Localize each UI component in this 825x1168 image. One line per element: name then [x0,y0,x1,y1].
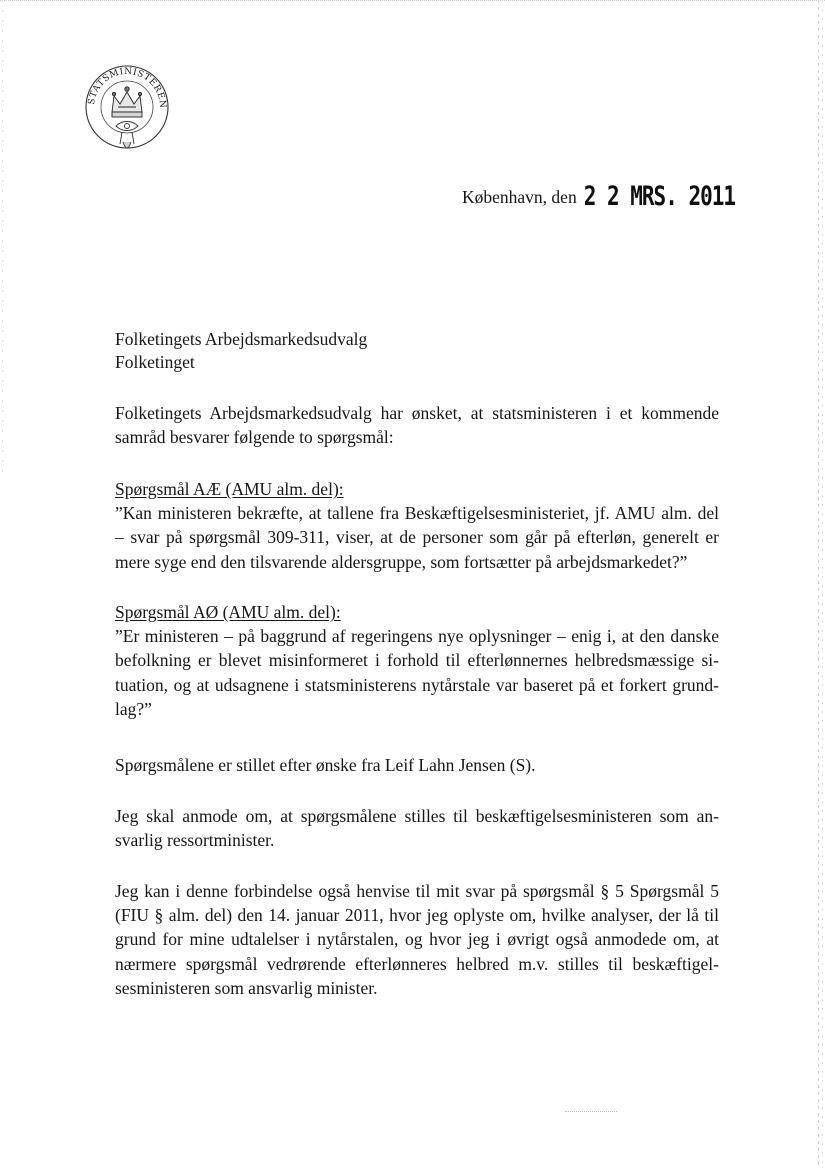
dateline [462,181,736,211]
question-ae-heading: Spørgsmål AÆ (AMU alm. del): [115,479,344,499]
text-line: Folketingets Arbejdsmarkedsudvalg har ønsket, at statsministeren i et kommende [115,403,719,423]
question-ae [115,477,719,574]
question-ao-heading: Spørgsmål AØ (AMU alm. del): [115,602,341,622]
scan-edge-right [818,0,819,1168]
text-line: lag?” [115,698,152,719]
crown-seal-icon [82,62,172,158]
recipient-block [115,328,367,374]
recipient-line: Folketingets Arbejdsmarkedsudvalg [115,329,368,349]
text-line: Jeg skal anmode om, at spørgsmålene stilles til beskæftigelsesministeren som an- [115,806,719,826]
scan-edge-left [2,0,3,480]
request-paragraph [115,804,719,852]
text-line: tuation, og at udsagnene i statsministerens nytårstale var baseret på et forkert grund- [115,674,719,695]
reference-paragraph [115,879,719,1000]
intro-paragraph [115,401,719,449]
text-line: Spørgsmålene er stillet efter ønske fra Leif Lahn Jensen (S). [115,755,536,775]
scan-edge-right-outer [822,0,823,1168]
text-line: – svar på spørgsmål 309-311, viser, at de personer som går på efterløn, generelt er [115,527,719,548]
text-line: nærmere spørgsmål vedrørende efterlønneres helbred m.v. stilles til beskæftigel- [115,953,719,974]
text-line: svarlig ressortminister. [115,830,275,851]
text-line: (FIU § alm. del) den 14. januar 2011, hvor jeg oplyste om, hvilke analyser, der lå til [115,905,719,926]
text-line: Jeg kan i denne forbindelse også henvise til mit svar på spørgsmål § 5 Spørgsmål 5 [115,881,719,901]
recipient-line: Folketinget [115,352,195,372]
question-ao [115,600,719,721]
scan-mark [565,1111,617,1112]
text-line: befolkning er blevet misinformeret i forhold til efterlønnernes helbredsmæssige si- [115,650,719,671]
text-line: ”Er ministeren – på baggrund af regeringens nye oplysninger – enig i, at den danske [115,626,719,647]
text-line: ”Kan ministeren bekræfte, at tallene fra Beskæftigelsesministeriet, jf. AMU alm. del [115,503,719,524]
dateline-place: København, den [462,187,577,207]
text-line: mere syge end den tilsvarende aldersgruppe, som fortsætter på arbejdsmarkedet?” [115,551,688,572]
asked-by-paragraph [115,753,719,777]
text-line: samråd besvarer følgende to spørgsmål: [115,427,394,448]
text-line: grund for mine udtalelser i nytårstalen, og hvor jeg i øvrigt også anmodede om, at [115,929,719,950]
date-stamp: 2 2 MRS. 2011 [583,181,736,211]
text-line: sesministeren som ansvarlig minister. [115,977,378,998]
scan-edge-top [0,0,825,7]
seal-inscription: STATSMINISTEREN [86,66,168,109]
